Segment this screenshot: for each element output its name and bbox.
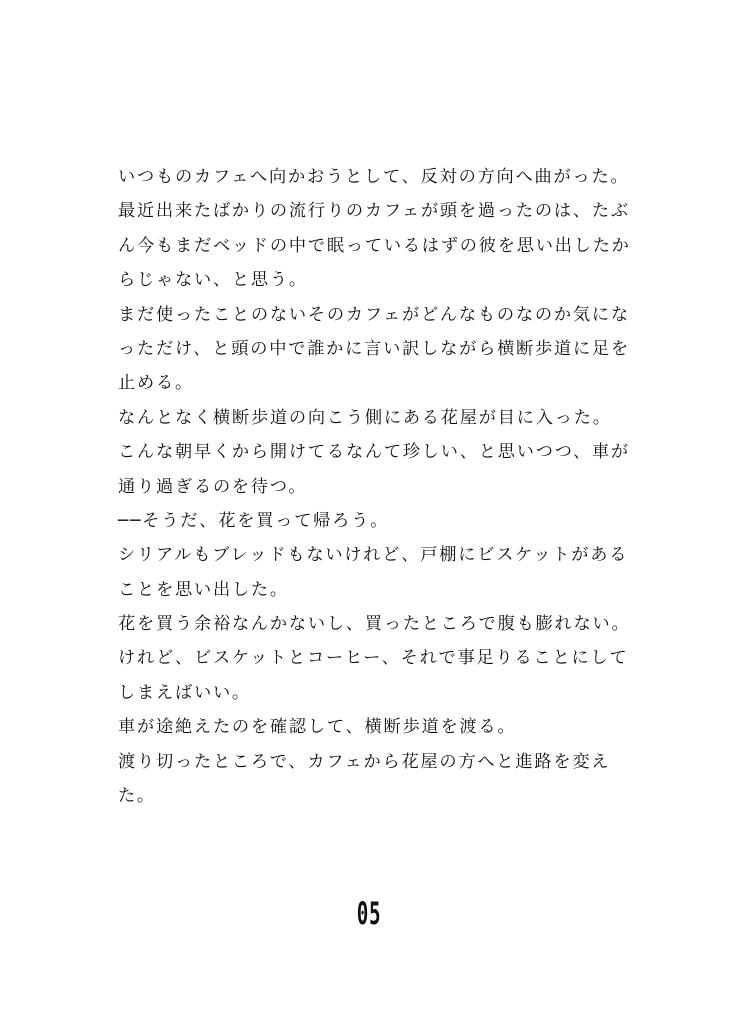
text-line: 最近出来たばかりの流行りのカフェが頭を過ったのは、たぶ	[118, 201, 630, 222]
text-line: シリアルもブレッドもないけれど、戸棚にビスケットがある	[118, 545, 629, 566]
text-line: いつものカフェへ向かおうとして、反対の方向へ曲がった。	[118, 167, 630, 187]
text-line: た。	[118, 786, 156, 807]
page-number: 05	[356, 896, 382, 932]
text-line: けれど、ビスケットとコーヒー、それで事足りることにして	[118, 648, 629, 669]
text-line: ──そうだ、花を買って帰ろう。	[118, 510, 390, 531]
text-line: 車が途絶えたのを確認して、横断歩道を渡る。	[118, 717, 517, 738]
text-line: っただけ、と頭の中で誰かに言い訳しながら横断歩道に足を	[118, 338, 630, 359]
text-line: こんな朝早くから開けてるなんて珍しい、と思いつつ、車が	[118, 442, 630, 463]
text-line: 花を買う余裕なんかないし、買ったところで腹も膨れない。	[118, 614, 631, 635]
text-line: 渡り切ったところで、カフェから花屋の方へと進路を変え	[118, 751, 611, 772]
text-line: なんとなく横断歩道の向こう側にある花屋が目に入った。	[118, 407, 612, 428]
text-line: まだ使ったことのないそのカフェがどんなものなのか気にな	[118, 304, 630, 325]
body-text	[118, 160, 631, 813]
text-line: しまえばいい。	[118, 682, 251, 703]
text-line: 止める。	[118, 373, 194, 394]
text-line: 通り過ぎるのを待つ。	[118, 476, 308, 497]
text-line: らじゃない、と思う。	[118, 270, 308, 291]
text-line: ん今もまだベッドの中で眠っているはずの彼を思い出したか	[118, 235, 631, 256]
text-line: ことを思い出した。	[118, 579, 289, 600]
